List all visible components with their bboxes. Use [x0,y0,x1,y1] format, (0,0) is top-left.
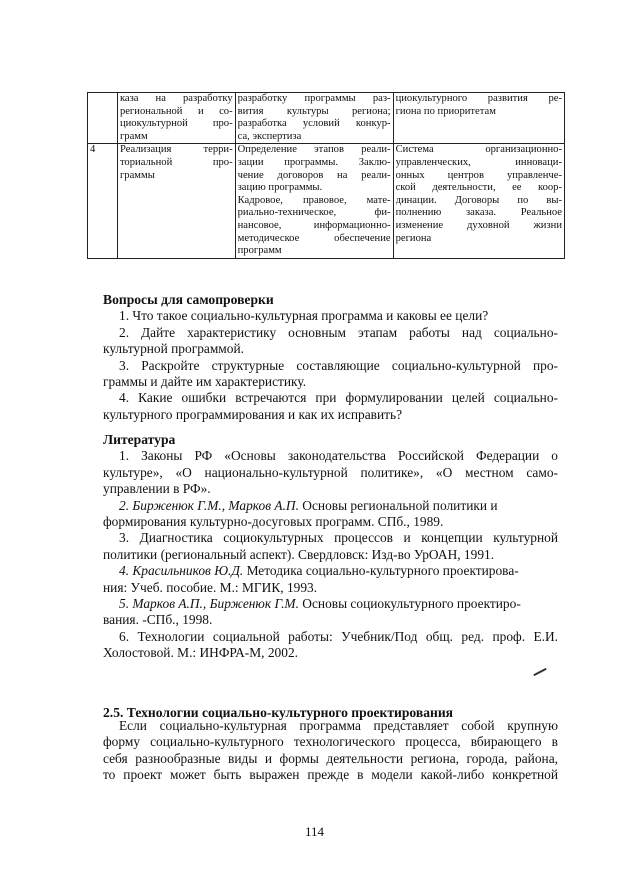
table-cell-result: Система организационно- управленческих, инноваци- онных центров управленче- ской деятельности, ее коор- динации. Договоры по вы- полнению заказа. Реальное изменение духовной жизни региона [393,144,564,258]
literature-section [103,432,558,662]
literature-heading: Литература [103,432,176,447]
table-row [88,144,565,258]
literature-item: 2. Бирженюк Г.М., Марков А.П. Основы региональной политики и [119,497,498,513]
literature-item: 4. Красильников Ю.Д. Методика социально-культурного проектирова- [119,563,519,579]
question-line: 4. Какие ошибки встречаются при формулировании целей социально- [119,390,558,406]
question-line: 2. Дайте характеристику основным этапам работы над социально- [119,324,558,340]
table-cell-stage: Реализация терри- ториальной про- граммы [117,144,235,258]
table-row [88,93,565,144]
literature-authors: 5. Марков А.П., Бирженюк Г.М. [119,596,299,612]
section-paragraph [103,718,558,784]
literature-item: управлении в РФ». [103,481,211,497]
pen-mark [533,668,546,676]
table-cell-result: циокультурного развития ре- гиона по приоритетам [393,93,564,144]
paragraph-line: то проект может быть выражен прежде в модели какой-либо конкретной [103,767,558,783]
question-line: культурной программой. [103,341,244,357]
literature-item: 6. Технологии социальной работы: Учебник/Под общ. ред. проф. Е.И. [119,628,558,644]
literature-item: 3. Диагностика социокультурных процессов и концепции культурной [119,530,558,546]
section-title: 2.5. Технологии социально-культурного проектирования [103,704,454,720]
table-cell-content: Определение этапов реали- зации программы. Заклю- чение договоров на реали- зацию программы. Кадровое, правовое, мате- риально-техническое, фи- нансовое, информационно- методическое обеспечение программ [235,144,393,258]
literature-item: 5. Марков А.П., Бирженюк Г.М. Основы социокультурного проектиро- [119,596,521,612]
literature-item: формирования культурно-досуговых программ. СПб., 1989. [103,514,444,530]
paragraph-line: форму социально-культурного технологического процесса, вбирающего в [103,734,558,750]
questions-heading: Вопросы для самопроверки [103,292,274,307]
table-cell-number [88,93,118,144]
table-cell-content: разработку программы раз- вития культуры региона; разработка условий конкур- са, экспертиза [235,93,393,144]
question-line: 1. Что такое социально-культурная программа и каковы ее цели? [119,308,489,324]
program-stages-table [87,92,565,259]
literature-item: ния: Учеб. пособие. М.: МГИК, 1993. [103,579,318,595]
self-check-questions [103,292,558,423]
literature-item: Холостовой. М.: ИНФРА-М, 2002. [103,645,298,661]
question-line: культурного программирования и как их исправить? [103,406,403,422]
literature-authors: 2. Бирженюк Г.М., Марков А.П. [119,497,299,513]
question-line: граммы и дайте им характеристику. [103,374,307,390]
table-cell-number: 4 [88,144,118,258]
page-number: 114 [304,824,325,839]
question-line: 3. Раскройте структурные составляющие социально-культурной про- [119,357,558,373]
literature-item: вания. -СПб., 1998. [103,612,213,628]
literature-item: 1. Законы РФ «Основы законодательства Российской Федерации о [119,448,558,464]
literature-item: культуре», «О национально-культурной политике», «О местном само- [103,464,558,480]
paragraph-line: себя разнообразные виды и формы деятельности региона, города, района, [103,750,558,766]
table-cell-stage: каза на разработку региональной и со- циокультурной про- грамм [117,93,235,144]
paragraph-line: Если социально-культурная программа представляет собой крупную [119,718,558,733]
literature-authors: 4. Красильников Ю.Д. [119,563,244,579]
literature-item: политики (региональный аспект). Свердловск: Изд-во УрОАН, 1991. [103,546,495,562]
